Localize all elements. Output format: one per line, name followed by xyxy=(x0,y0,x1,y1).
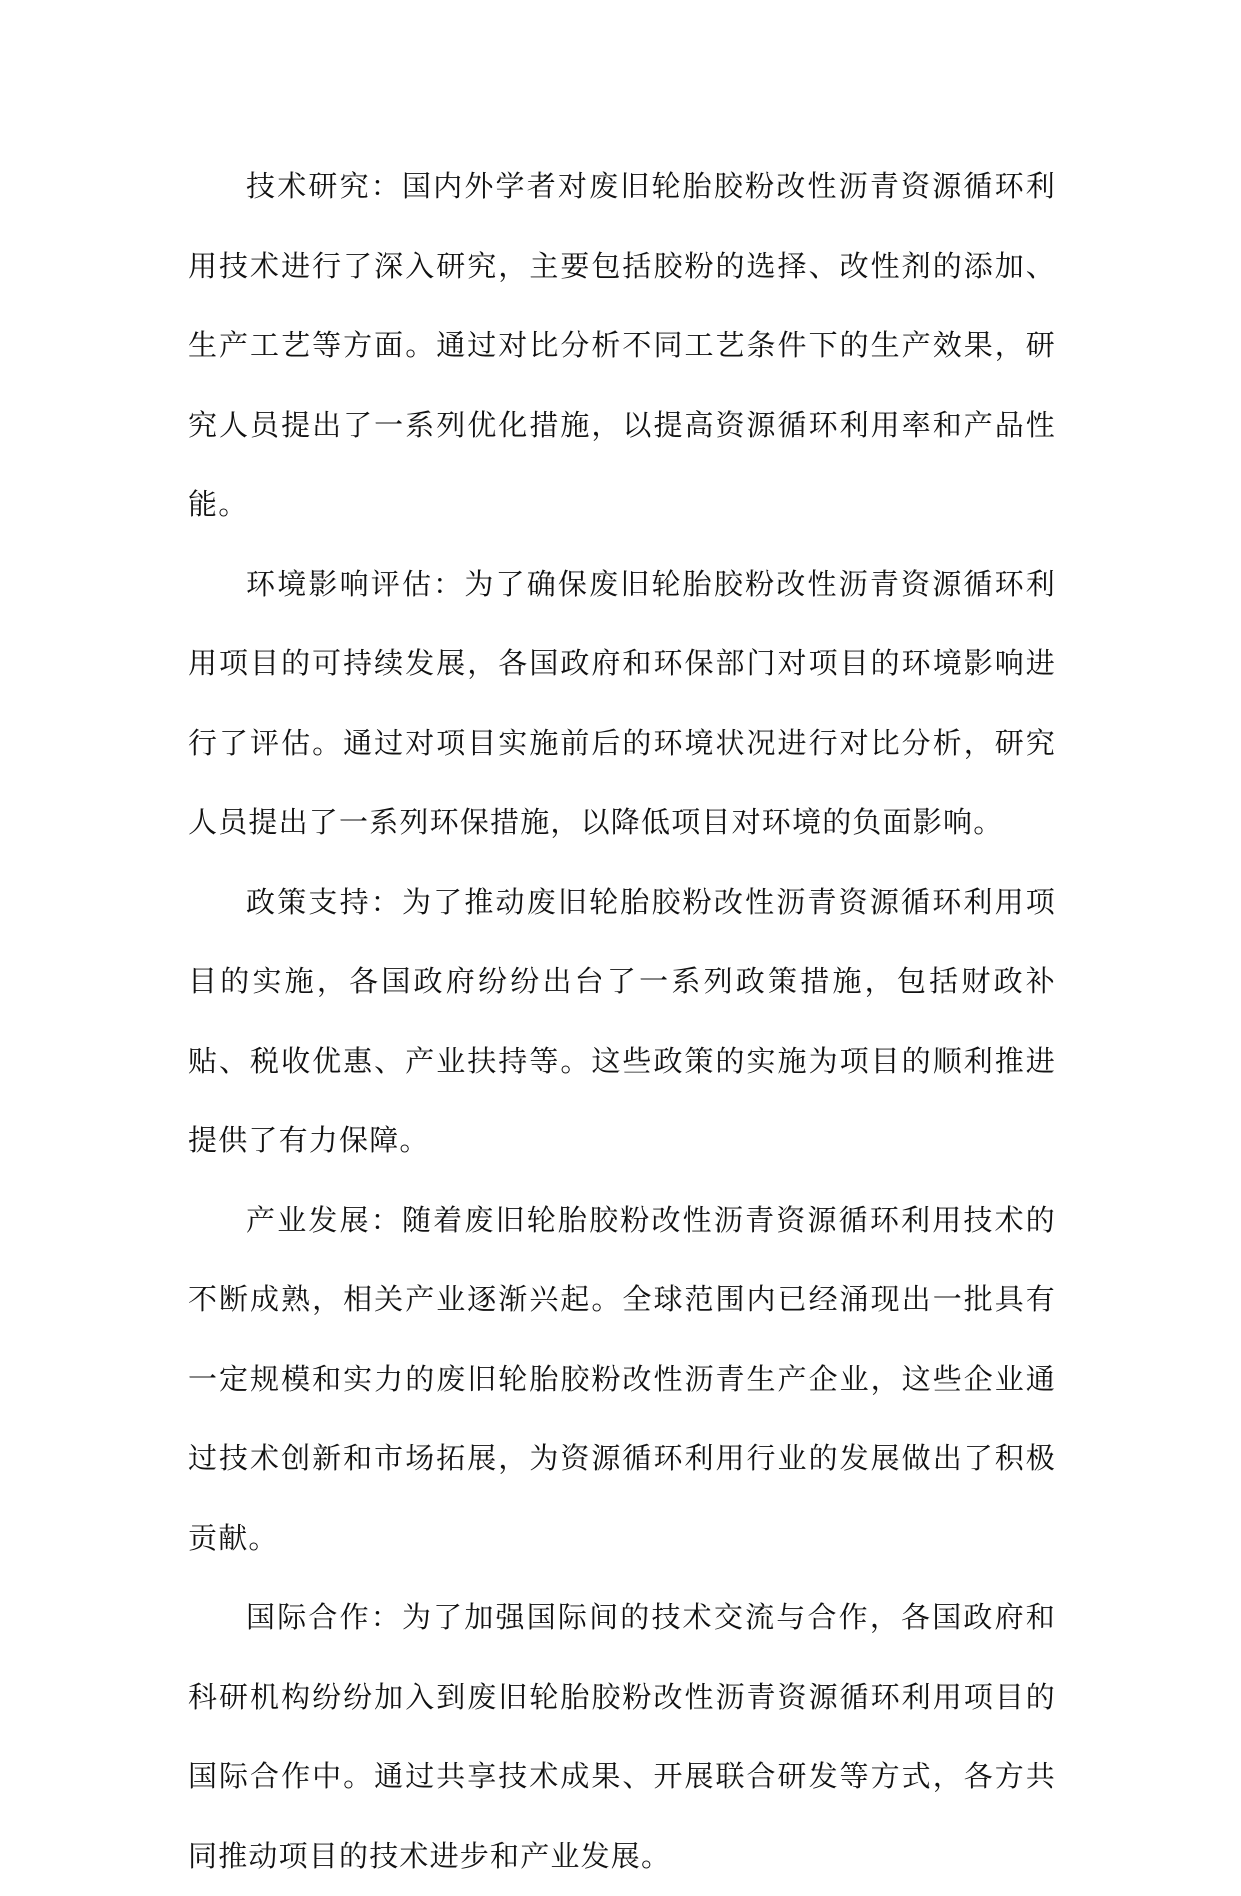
paragraph-environmental-assessment: 环境影响评估：为了确保废旧轮胎胶粉改性沥青资源循环利用项目的可持续发展，各国政府和环保部门对项目的环境影响进行了评估。通过对项目实施前后的环境状况进行对比分析，研究人员提出了一系列环保措施，以降低项目对环境的负面影响。 xyxy=(188,566,1056,839)
paragraph-industry-development: 产业发展：随着废旧轮胎胶粉改性沥青资源循环利用技术的不断成熟，相关产业逐渐兴起。全球范围内已经涌现出一批具有一定规模和实力的废旧轮胎胶粉改性沥青生产企业，这些企业通过技术创新和市场拓展，为资源循环利用行业的发展做出了积极贡献。 xyxy=(188,1202,1056,1555)
document-body xyxy=(188,147,1056,1896)
paragraph-international-cooperation: 国际合作：为了加强国际间的技术交流与合作，各国政府和科研机构纷纷加入到废旧轮胎胶粉改性沥青资源循环利用项目的国际合作中。通过共享技术成果、开展联合研发等方式，各方共同推动项目的技术进步和产业发展。 xyxy=(188,1600,1056,1873)
paragraph-technical-research: 技术研究：国内外学者对废旧轮胎胶粉改性沥青资源循环利用技术进行了深入研究，主要包括胶粉的选择、改性剂的添加、生产工艺等方面。通过对比分析不同工艺条件下的生产效果，研究人员提出了一系列优化措施，以提高资源循环利用率和产品性能。 xyxy=(188,169,1056,521)
paragraph-policy-support: 政策支持：为了推动废旧轮胎胶粉改性沥青资源循环利用项目的实施，各国政府纷纷出台了一系列政策措施，包括财政补贴、税收优惠、产业扶持等。这些政策的实施为项目的顺利推进提供了有力保障。 xyxy=(188,884,1056,1157)
